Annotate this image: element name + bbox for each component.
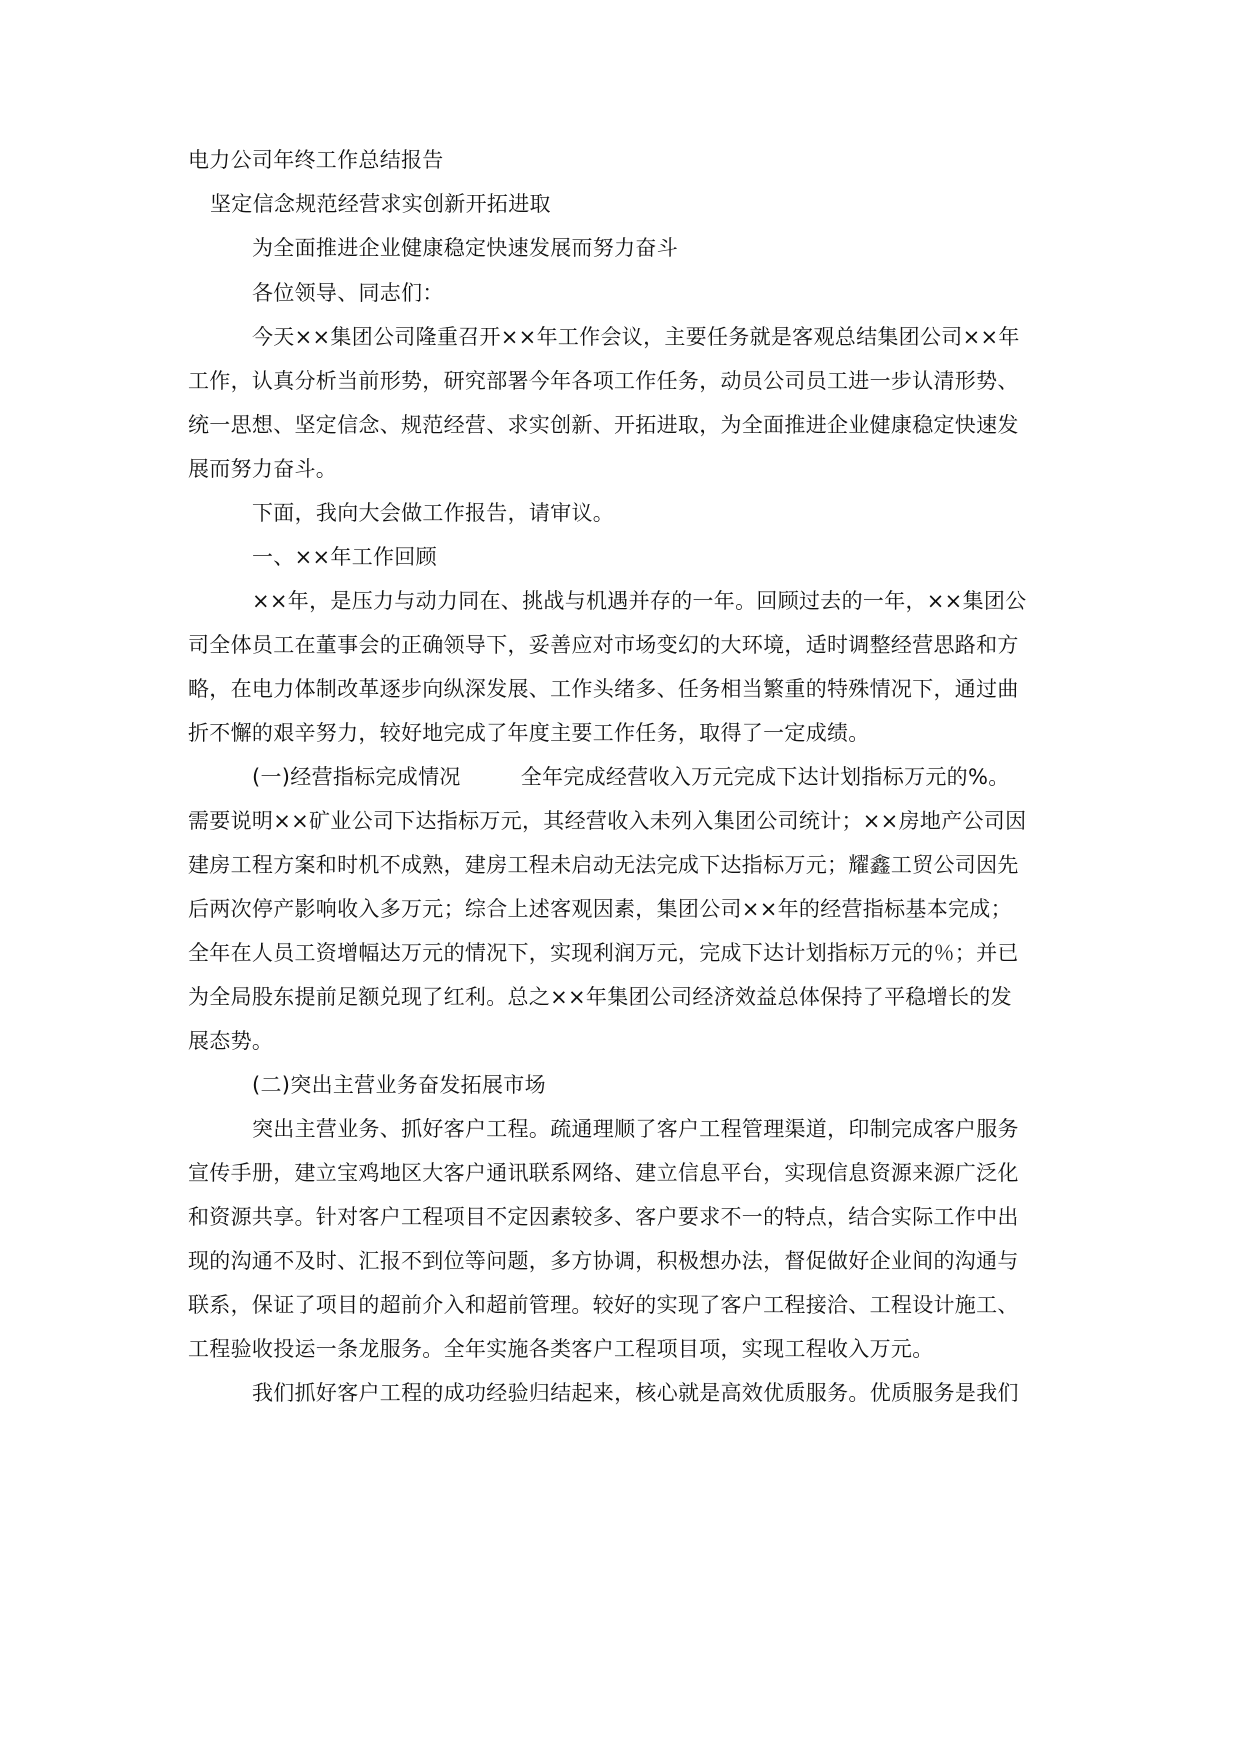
paragraph-line: 下面，我向大会做工作报告，请审议。: [252, 501, 615, 525]
paragraph-line: 折不懈的艰辛努力，较好地完成了年度主要工作任务，取得了一定成绩。: [188, 721, 870, 745]
subsection-heading: [252, 762, 1010, 792]
paragraph-line: 现的沟通不及时、汇报不到位等问题，多方协调，积极想办法，督促做好企业间的沟通与: [188, 1249, 1019, 1273]
paragraph-line: 工作，认真分析当前形势，研究部署今年各项工作任务，动员公司员工进一步认清形势、: [188, 369, 1019, 393]
subsection-label: (一)经营指标完成情况: [252, 765, 461, 789]
paragraph-line: 今天××集团公司隆重召开××年工作会议，主要任务就是客观总结集团公司××年: [252, 325, 1020, 349]
subsection-inline-text: 全年完成经营收入万元完成下达计划指标万元的%。: [520, 765, 1010, 789]
salutation: 各位领导、同志们：: [252, 281, 444, 305]
paragraph-line: 宣传手册，建立宝鸡地区大客户通讯联系网络、建立信息平台，实现信息资源来源广泛化: [188, 1161, 1019, 1185]
document-subtitle-1: 坚定信念规范经营求实创新开拓进取: [210, 192, 551, 216]
paragraph-line: 为全局股东提前足额兑现了红利。总之××年集团公司经济效益总体保持了平稳增长的发: [188, 985, 1012, 1009]
paragraph-line: 展而努力奋斗。: [188, 457, 338, 481]
paragraph-line: 和资源共享。针对客户工程项目不定因素较多、客户要求不一的特点，结合实际工作中出: [188, 1205, 1019, 1229]
paragraph-line: 工程验收投运一条龙服务。全年实施各类客户工程项目项，实现工程收入万元。: [188, 1337, 934, 1361]
paragraph-line: ××年，是压力与动力同在、挑战与机遇并存的一年。回顾过去的一年，××集团公: [252, 589, 1027, 613]
paragraph-line: 后两次停产影响收入多万元；综合上述客观因素，集团公司××年的经营指标基本完成；: [188, 897, 1012, 921]
paragraph-line: 我们抓好客户工程的成功经验归结起来，核心就是高效优质服务。优质服务是我们: [252, 1381, 1019, 1405]
paragraph-line: 需要说明××矿业公司下达指标万元，其经营收入未列入集团公司统计；××房地产公司因: [188, 809, 1027, 833]
paragraph-line: 全年在人员工资增幅达万元的情况下，实现利润万元，完成下达计划指标万元的％；并已: [188, 941, 1019, 965]
section-heading: 一、××年工作回顾: [252, 545, 437, 569]
document-title: 电力公司年终工作总结报告: [188, 148, 444, 172]
subsection-heading: (二)突出主营业务奋发拓展市场: [252, 1073, 546, 1097]
paragraph-line: 司全体员工在董事会的正确领导下，妥善应对市场变幻的大环境，适时调整经营思路和方: [188, 633, 1019, 657]
paragraph-line: 统一思想、坚定信念、规范经营、求实创新、开拓进取，为全面推进企业健康稳定快速发: [188, 413, 1019, 437]
paragraph-line: 展态势。: [188, 1029, 274, 1053]
paragraph-line: 建房工程方案和时机不成熟，建房工程未启动无法完成下达指标万元；耀鑫工贸公司因先: [188, 853, 1019, 877]
paragraph-line: 突出主营业务、抓好客户工程。疏通理顺了客户工程管理渠道，印制完成客户服务: [252, 1117, 1019, 1141]
paragraph-line: 略，在电力体制改革逐步向纵深发展、工作头绪多、任务相当繁重的特殊情况下，通过曲: [188, 677, 1019, 701]
paragraph-line: 联系，保证了项目的超前介入和超前管理。较好的实现了客户工程接洽、工程设计施工、: [188, 1293, 1019, 1317]
document-subtitle-2: 为全面推进企业健康稳定快速发展而努力奋斗: [252, 236, 678, 260]
